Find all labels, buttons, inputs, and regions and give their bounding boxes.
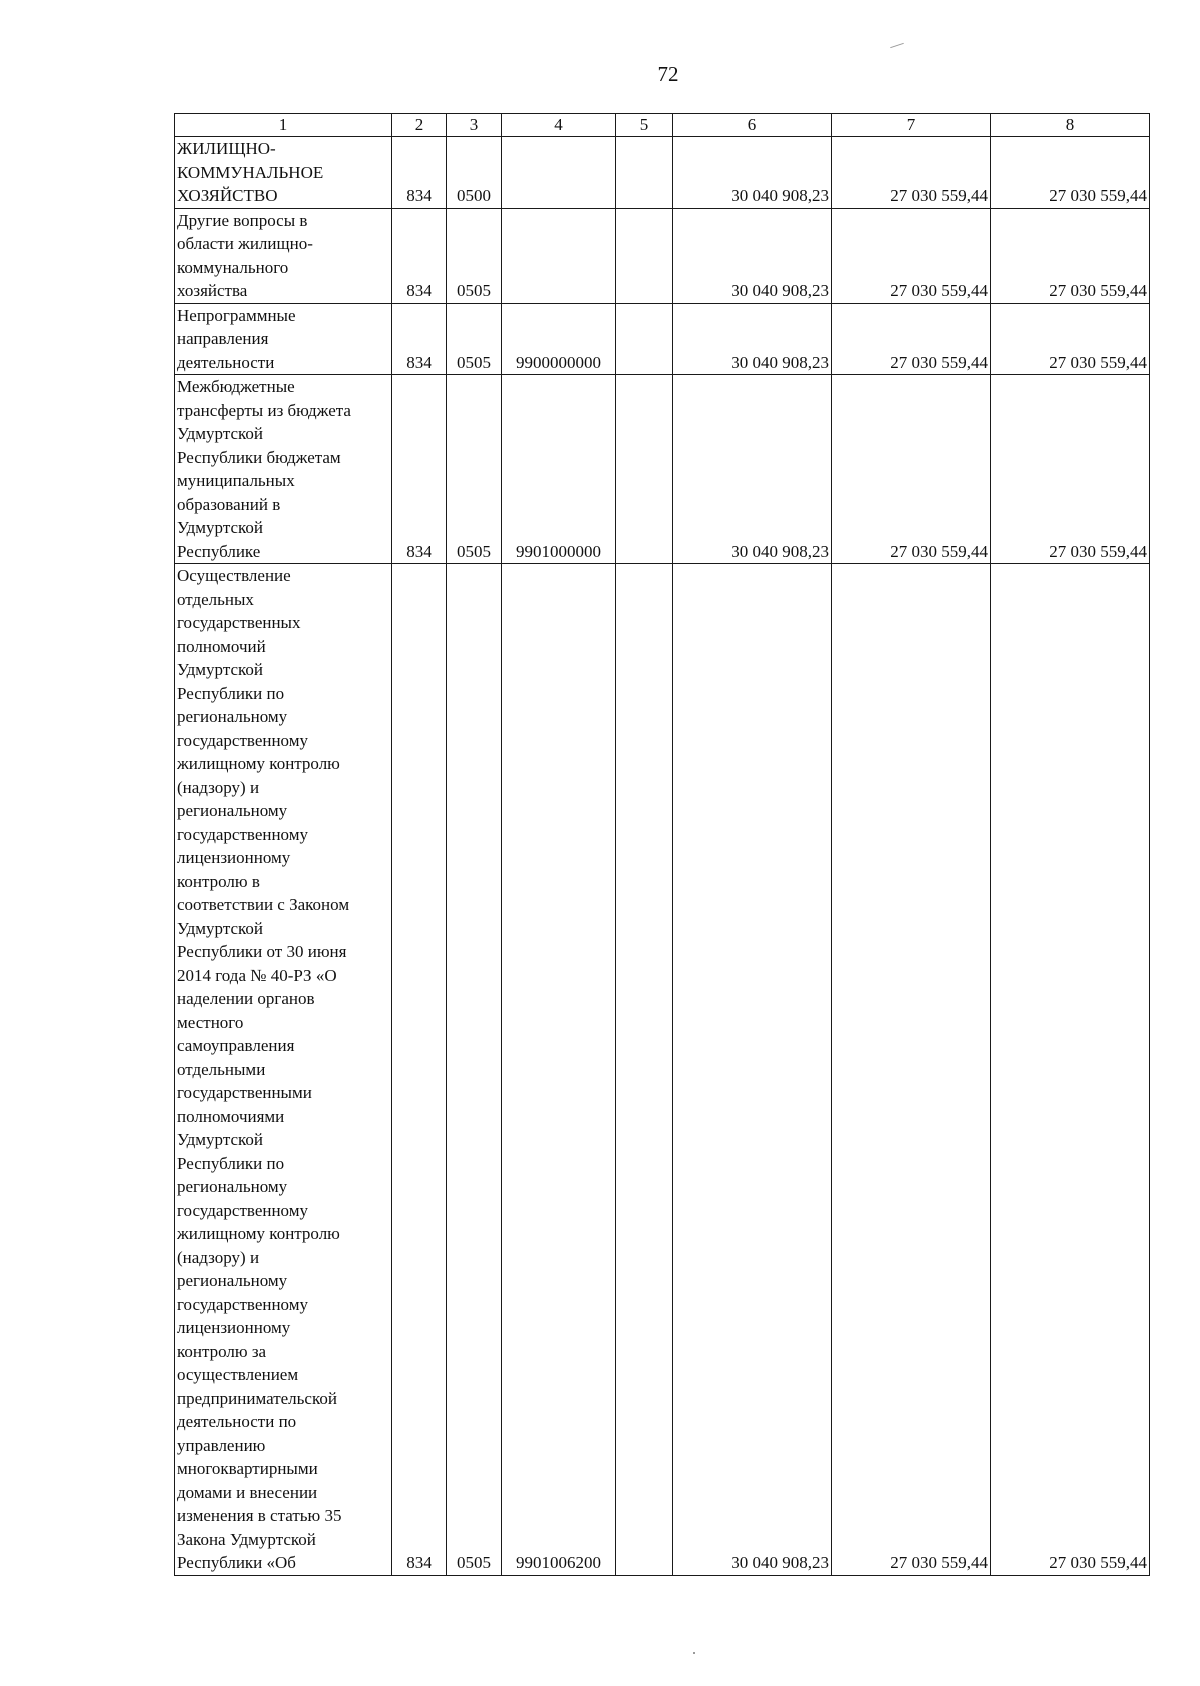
row-amount-7-cell: 27 030 559,44 [832, 375, 991, 564]
row-code-5-cell [616, 564, 673, 1576]
row-name-cell [175, 375, 392, 564]
row-code-2-cell: 834 [392, 375, 447, 564]
col-header-3: 3 [447, 114, 502, 137]
col-header-4: 4 [502, 114, 616, 137]
row-code-4-cell: 9901006200 [502, 564, 616, 1576]
col-header-2: 2 [392, 114, 447, 137]
budget-table [174, 113, 1150, 1576]
row-amount-8-cell: 27 030 559,44 [991, 375, 1150, 564]
row-name-text: Другие вопросы в области жилищно- коммунального хозяйства [177, 210, 313, 300]
page-number: 72 [657, 62, 679, 86]
col-header-7: 7 [832, 114, 991, 137]
row-amount-6-cell: 30 040 908,23 [673, 208, 832, 303]
row-name-cell [175, 137, 392, 209]
row-code-5-cell [616, 375, 673, 564]
row-code-3-cell: 0505 [447, 208, 502, 303]
row-code-2-cell: 834 [392, 208, 447, 303]
row-name-text: Осуществление отдельных государственных полномочий Удмуртской Республики по региональному государственному жилищному контролю (надзору) и региональному государственному лицензионному контролю в соответствии с Законом Удмуртской Республики от 30 июня 2014 года № 40-РЗ «О наделении органов местного самоуправления отдельными государственными полномочиями Удмуртской Республики по региональному государственному жилищному контролю (надзору) и региональному государственному лицензионному контролю за осуществлением предпринимательской деятельности по управлению многоквартирными домами и внесении изменения в статью 35 Закона Удмуртской Республики «Об [177, 566, 350, 1572]
row-code-5-cell [616, 137, 673, 209]
row-code-3-cell: 0505 [447, 564, 502, 1576]
row-amount-7-cell: 27 030 559,44 [832, 208, 991, 303]
row-name-text: ЖИЛИЩНО- КОММУНАЛЬНОЕ ХОЗЯЙСТВО [177, 139, 324, 205]
col-header-1: 1 [175, 114, 392, 137]
row-name-text: Непрограммные направления деятельности [177, 305, 296, 372]
row-name-cell [175, 564, 392, 1576]
col-header-5: 5 [616, 114, 673, 137]
row-code-4-cell: 9901000000 [502, 375, 616, 564]
row-code-5-cell [616, 208, 673, 303]
table-row [175, 564, 1150, 1576]
table-row [175, 137, 1150, 209]
row-amount-6-cell: 30 040 908,23 [673, 303, 832, 375]
row-name-cell [175, 208, 392, 303]
row-code-3-cell: 0500 [447, 137, 502, 209]
table-row [175, 208, 1150, 303]
row-code-3-cell: 0505 [447, 375, 502, 564]
row-amount-6-cell: 30 040 908,23 [673, 375, 832, 564]
table-body [175, 137, 1150, 1576]
row-code-2-cell: 834 [392, 137, 447, 209]
row-code-2-cell: 834 [392, 303, 447, 375]
row-name-text: Межбюджетные трансферты из бюджета Удмуртской Республики бюджетам муниципальных образований в Удмуртской Республике [177, 377, 351, 561]
row-code-5-cell [616, 303, 673, 375]
row-name-cell [175, 303, 392, 375]
row-code-4-cell: 9900000000 [502, 303, 616, 375]
scan-mark [693, 1652, 695, 1654]
row-amount-8-cell: 27 030 559,44 [991, 137, 1150, 209]
table-row [175, 375, 1150, 564]
row-amount-8-cell: 27 030 559,44 [991, 564, 1150, 1576]
col-header-6: 6 [673, 114, 832, 137]
row-amount-8-cell: 27 030 559,44 [991, 303, 1150, 375]
row-amount-7-cell: 27 030 559,44 [832, 303, 991, 375]
row-code-4-cell [502, 208, 616, 303]
row-code-3-cell: 0505 [447, 303, 502, 375]
table-row [175, 303, 1150, 375]
row-amount-7-cell: 27 030 559,44 [832, 564, 991, 1576]
row-amount-6-cell: 30 040 908,23 [673, 137, 832, 209]
row-code-2-cell: 834 [392, 564, 447, 1576]
row-code-4-cell [502, 137, 616, 209]
col-header-8: 8 [991, 114, 1150, 137]
row-amount-8-cell: 27 030 559,44 [991, 208, 1150, 303]
scan-mark [890, 43, 904, 48]
row-amount-7-cell: 27 030 559,44 [832, 137, 991, 209]
header-row [175, 114, 1150, 137]
row-amount-6-cell: 30 040 908,23 [673, 564, 832, 1576]
